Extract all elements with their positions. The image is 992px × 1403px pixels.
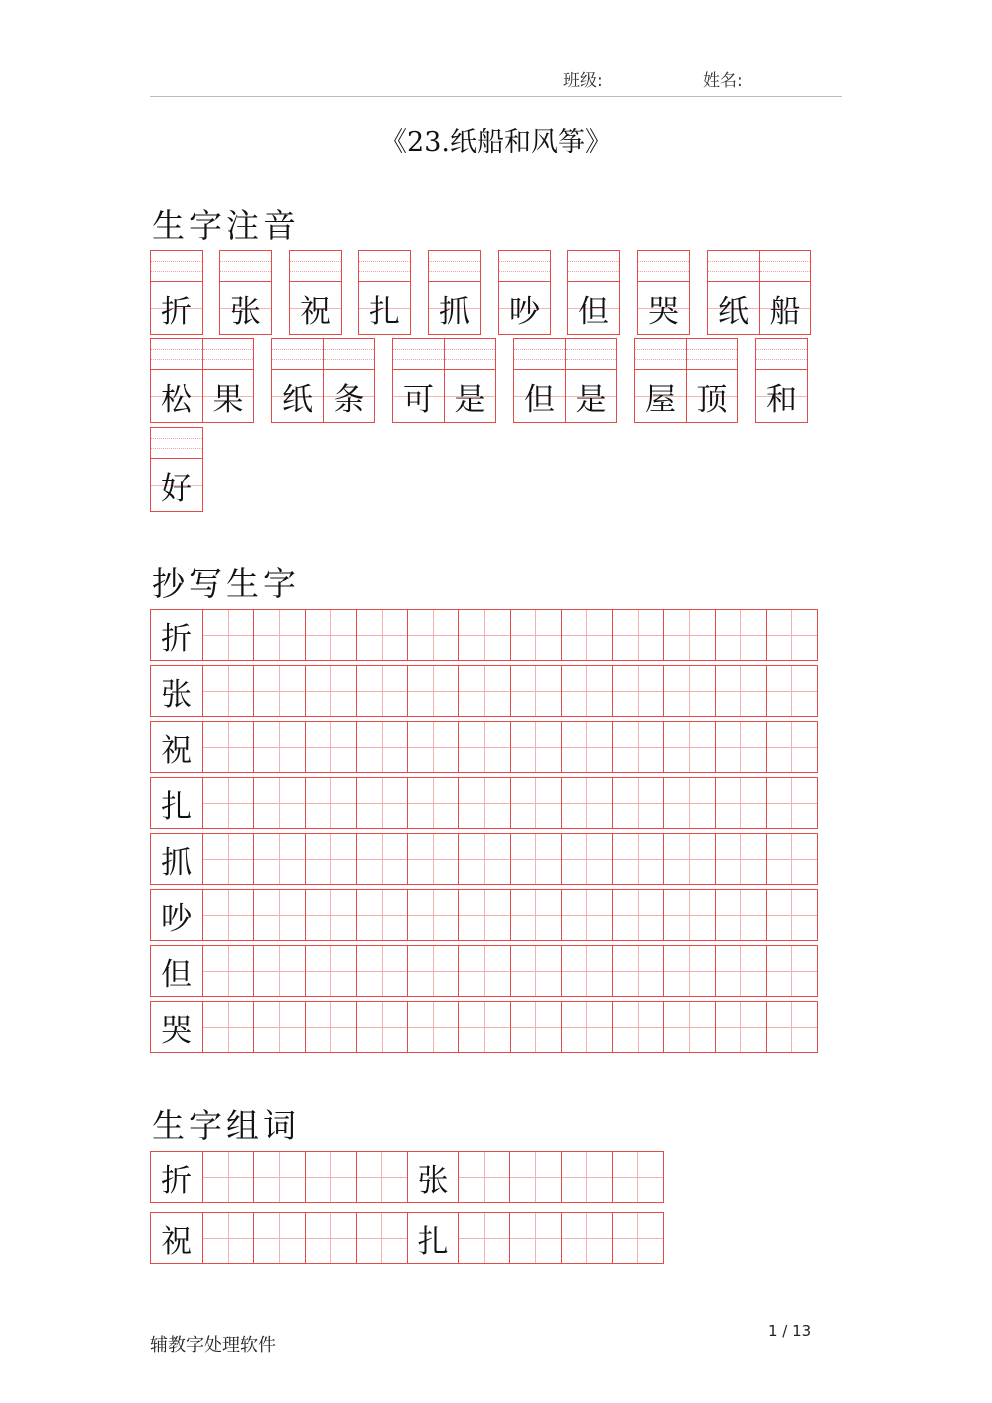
hanzi-char: 但 (524, 381, 555, 418)
hanzi-char: 是 (575, 381, 607, 418)
practice-cell[interactable] (253, 722, 304, 772)
pinyin-word-box (428, 250, 481, 335)
practice-cell[interactable] (612, 1213, 663, 1263)
pinyin-write-area[interactable] (429, 251, 480, 282)
pinyin-write-area[interactable] (499, 251, 550, 282)
model-char-cell (151, 778, 202, 828)
hanzi-char: 张 (230, 293, 261, 330)
char-cell (638, 251, 689, 334)
hanzi-char: 松 (161, 381, 192, 418)
practice-cell[interactable] (715, 834, 766, 884)
char-cell (568, 251, 619, 334)
practice-cell[interactable] (458, 890, 509, 940)
practice-cell[interactable] (305, 666, 356, 716)
practice-cell[interactable] (356, 1213, 407, 1263)
practice-cell[interactable] (612, 778, 663, 828)
practice-cell[interactable] (458, 946, 509, 996)
practice-cell[interactable] (407, 778, 458, 828)
practice-cell[interactable] (663, 722, 714, 772)
hanzi-char: 和 (766, 381, 797, 418)
copy-row (150, 609, 818, 661)
hanzi-char: 折 (161, 620, 193, 657)
hanzi-char: 抓 (439, 293, 470, 330)
hanzi-char: 祝 (161, 1223, 193, 1260)
copy-row (150, 1001, 818, 1053)
practice-cell[interactable] (663, 890, 714, 940)
practice-cell[interactable] (305, 610, 356, 660)
char-cell (444, 339, 495, 422)
pinyin-word-box (392, 338, 496, 423)
char-cell (686, 339, 737, 422)
practice-cell[interactable] (510, 890, 561, 940)
practice-cell[interactable] (510, 1002, 561, 1052)
practice-cell[interactable] (561, 834, 612, 884)
pinyin-word-box (150, 338, 254, 423)
practice-cell[interactable] (253, 1002, 304, 1052)
practice-cell[interactable] (253, 666, 304, 716)
practice-cell[interactable] (561, 778, 612, 828)
practice-cell[interactable] (305, 890, 356, 940)
char-cell (708, 251, 759, 334)
practice-cell[interactable] (356, 610, 407, 660)
hanzi-char: 果 (212, 381, 244, 418)
hanzi-char: 船 (769, 293, 801, 330)
practice-cell[interactable] (715, 610, 766, 660)
pinyin-word-box (289, 250, 342, 335)
copy-row (150, 665, 818, 717)
practice-cell[interactable] (510, 946, 561, 996)
model-char-cell (151, 890, 202, 940)
practice-cell[interactable] (458, 666, 509, 716)
header-divider (150, 96, 842, 97)
practice-cell[interactable] (612, 1002, 663, 1052)
pinyin-write-area[interactable] (324, 339, 374, 370)
pinyin-write-area[interactable] (290, 251, 341, 282)
practice-cell[interactable] (458, 834, 509, 884)
practice-cell[interactable] (305, 946, 356, 996)
practice-cell[interactable] (305, 1213, 356, 1263)
practice-cell[interactable] (253, 890, 304, 940)
pinyin-word-box (634, 338, 738, 423)
practice-cell[interactable] (510, 666, 561, 716)
pinyin-write-area[interactable] (445, 339, 495, 370)
hanzi-char: 抓 (161, 844, 193, 881)
pinyin-word-box (150, 250, 203, 335)
practice-cell[interactable] (715, 722, 766, 772)
practice-cell[interactable] (766, 1002, 817, 1052)
pinyin-write-area[interactable] (359, 251, 410, 282)
model-char-cell (407, 1213, 458, 1263)
practice-cell[interactable] (356, 834, 407, 884)
practice-cell[interactable] (715, 1002, 766, 1052)
practice-cell[interactable] (561, 722, 612, 772)
section-copy-heading: 抄写生字 (152, 564, 300, 603)
practice-cell[interactable] (766, 890, 817, 940)
pinyin-write-area[interactable] (756, 339, 807, 370)
practice-cell[interactable] (766, 666, 817, 716)
practice-cell[interactable] (510, 778, 561, 828)
hanzi-char: 吵 (509, 293, 540, 330)
hanzi-char: 折 (161, 293, 192, 330)
practice-cell[interactable] (715, 946, 766, 996)
practice-cell[interactable] (253, 1152, 304, 1202)
pinyin-write-area[interactable] (638, 251, 689, 282)
copy-row (150, 721, 818, 773)
model-char-cell (407, 1152, 458, 1202)
word-row (150, 1151, 664, 1203)
practice-cell[interactable] (663, 666, 714, 716)
hanzi-char: 祝 (300, 293, 331, 330)
pinyin-word-box (219, 250, 272, 335)
practice-cell[interactable] (458, 1213, 509, 1263)
practice-cell[interactable] (305, 722, 356, 772)
char-cell (759, 251, 810, 334)
practice-cell[interactable] (612, 834, 663, 884)
pinyin-word-box (150, 427, 203, 512)
pinyin-write-area[interactable] (687, 339, 737, 370)
char-cell (756, 339, 807, 422)
practice-cell[interactable] (663, 834, 714, 884)
practice-cell[interactable] (407, 834, 458, 884)
pinyin-write-area[interactable] (151, 339, 202, 370)
model-char-cell (151, 610, 202, 660)
pinyin-write-area[interactable] (760, 251, 810, 282)
pinyin-write-area[interactable] (566, 339, 616, 370)
practice-cell[interactable] (561, 946, 612, 996)
practice-cell[interactable] (509, 1213, 560, 1263)
practice-cell[interactable] (356, 1002, 407, 1052)
char-cell (359, 251, 410, 334)
pinyin-write-area[interactable] (151, 428, 202, 459)
practice-cell[interactable] (202, 1002, 253, 1052)
practice-cell[interactable] (407, 666, 458, 716)
practice-cell[interactable] (612, 946, 663, 996)
hanzi-char: 纸 (718, 293, 749, 330)
practice-cell[interactable] (202, 890, 253, 940)
pinyin-write-area[interactable] (220, 251, 271, 282)
practice-cell[interactable] (407, 1002, 458, 1052)
practice-cell[interactable] (663, 778, 714, 828)
practice-cell[interactable] (715, 890, 766, 940)
practice-cell[interactable] (458, 1002, 509, 1052)
pinyin-write-area[interactable] (514, 339, 565, 370)
pinyin-write-area[interactable] (272, 339, 323, 370)
practice-cell[interactable] (458, 610, 509, 660)
pinyin-word-box (358, 250, 411, 335)
model-char-cell (151, 722, 202, 772)
practice-cell[interactable] (766, 610, 817, 660)
practice-cell[interactable] (356, 1152, 407, 1202)
practice-cell[interactable] (509, 1152, 560, 1202)
practice-cell[interactable] (356, 946, 407, 996)
practice-cell[interactable] (612, 1152, 663, 1202)
practice-cell[interactable] (202, 610, 253, 660)
practice-cell[interactable] (766, 778, 817, 828)
hanzi-char: 哭 (161, 1012, 193, 1049)
practice-cell[interactable] (356, 890, 407, 940)
practice-cell[interactable] (766, 722, 817, 772)
hanzi-char: 纸 (282, 381, 313, 418)
hanzi-char: 吵 (161, 900, 193, 937)
hanzi-char: 哭 (648, 293, 679, 330)
hanzi-char: 可 (403, 381, 434, 418)
pinyin-word-box (637, 250, 690, 335)
practice-cell[interactable] (612, 722, 663, 772)
hanzi-char: 好 (161, 470, 192, 507)
hanzi-char: 但 (578, 293, 609, 330)
hanzi-char: 扎 (417, 1223, 449, 1260)
practice-cell[interactable] (510, 834, 561, 884)
practice-cell[interactable] (715, 666, 766, 716)
practice-cell[interactable] (663, 1002, 714, 1052)
char-cell (290, 251, 341, 334)
hanzi-char: 扎 (369, 293, 400, 330)
practice-cell[interactable] (305, 834, 356, 884)
practice-cell[interactable] (356, 666, 407, 716)
practice-cell[interactable] (458, 722, 509, 772)
hanzi-char: 扎 (161, 788, 193, 825)
model-char-cell (151, 1002, 202, 1052)
practice-cell[interactable] (561, 666, 612, 716)
pinyin-write-area[interactable] (568, 251, 619, 282)
char-cell (635, 339, 686, 422)
practice-cell[interactable] (458, 778, 509, 828)
pinyin-word-box (498, 250, 551, 335)
practice-cell[interactable] (510, 610, 561, 660)
practice-cell[interactable] (715, 778, 766, 828)
hanzi-char: 张 (161, 676, 193, 713)
pinyin-write-area[interactable] (708, 251, 759, 282)
practice-cell[interactable] (356, 722, 407, 772)
char-cell (393, 339, 444, 422)
section-pinyin-heading: 生字注音 (152, 206, 300, 245)
pinyin-word-box (513, 338, 617, 423)
char-cell (514, 339, 565, 422)
practice-cell[interactable] (305, 1152, 356, 1202)
pinyin-write-area[interactable] (151, 251, 202, 282)
practice-cell[interactable] (561, 610, 612, 660)
hanzi-char: 屋 (645, 381, 676, 418)
practice-cell[interactable] (561, 1213, 612, 1263)
page-number: 1 / 13 (768, 1322, 812, 1340)
practice-cell[interactable] (253, 610, 304, 660)
practice-cell[interactable] (458, 1152, 509, 1202)
hanzi-char: 折 (161, 1162, 193, 1199)
practice-cell[interactable] (202, 1152, 253, 1202)
page-title: 《23.纸船和风筝》 (380, 127, 612, 158)
hanzi-char: 条 (333, 381, 365, 418)
practice-cell[interactable] (561, 1152, 612, 1202)
practice-cell[interactable] (510, 722, 561, 772)
char-cell (151, 339, 202, 422)
practice-cell[interactable] (407, 946, 458, 996)
char-cell (272, 339, 323, 422)
practice-cell[interactable] (407, 610, 458, 660)
practice-cell[interactable] (202, 666, 253, 716)
char-cell (151, 428, 202, 511)
practice-cell[interactable] (612, 666, 663, 716)
practice-cell[interactable] (253, 1213, 304, 1263)
char-cell (323, 339, 374, 422)
hanzi-char: 是 (454, 381, 486, 418)
practice-cell[interactable] (253, 946, 304, 996)
char-cell (429, 251, 480, 334)
char-cell (202, 339, 253, 422)
word-row (150, 1212, 664, 1264)
practice-cell[interactable] (202, 834, 253, 884)
hanzi-char: 但 (161, 956, 193, 993)
practice-cell[interactable] (663, 946, 714, 996)
practice-cell[interactable] (253, 778, 304, 828)
model-char-cell (151, 946, 202, 996)
model-char-cell (151, 1213, 202, 1263)
practice-cell[interactable] (305, 1002, 356, 1052)
practice-cell[interactable] (202, 722, 253, 772)
practice-cell[interactable] (612, 890, 663, 940)
practice-cell[interactable] (766, 834, 817, 884)
practice-cell[interactable] (766, 946, 817, 996)
practice-cell[interactable] (202, 946, 253, 996)
practice-cell[interactable] (561, 890, 612, 940)
model-char-cell (151, 834, 202, 884)
pinyin-word-box (755, 338, 808, 423)
footer-software-name: 辅教字处理软件 (150, 1335, 276, 1356)
practice-cell[interactable] (407, 890, 458, 940)
practice-cell[interactable] (356, 778, 407, 828)
char-cell (220, 251, 271, 334)
pinyin-write-area[interactable] (203, 339, 253, 370)
hanzi-char: 祝 (161, 732, 193, 769)
practice-cell[interactable] (663, 610, 714, 660)
hanzi-char: 顶 (696, 381, 728, 418)
model-char-cell (151, 666, 202, 716)
copy-row (150, 777, 818, 829)
practice-cell[interactable] (253, 834, 304, 884)
class-label: 班级: (563, 71, 603, 91)
practice-cell[interactable] (202, 778, 253, 828)
pinyin-word-box (707, 250, 811, 335)
practice-cell[interactable] (202, 1213, 253, 1263)
practice-cell[interactable] (561, 1002, 612, 1052)
hanzi-char: 张 (417, 1162, 449, 1199)
char-cell (151, 251, 202, 334)
copy-row (150, 833, 818, 885)
char-cell (499, 251, 550, 334)
practice-cell[interactable] (612, 610, 663, 660)
copy-row (150, 945, 818, 997)
section-words-heading: 生字组词 (152, 1106, 300, 1145)
pinyin-word-box (567, 250, 620, 335)
char-cell (565, 339, 616, 422)
pinyin-write-area[interactable] (393, 339, 444, 370)
name-label: 姓名: (703, 71, 743, 91)
model-char-cell (151, 1152, 202, 1202)
pinyin-word-box (271, 338, 375, 423)
pinyin-write-area[interactable] (635, 339, 686, 370)
practice-cell[interactable] (407, 722, 458, 772)
copy-row (150, 889, 818, 941)
practice-cell[interactable] (305, 778, 356, 828)
